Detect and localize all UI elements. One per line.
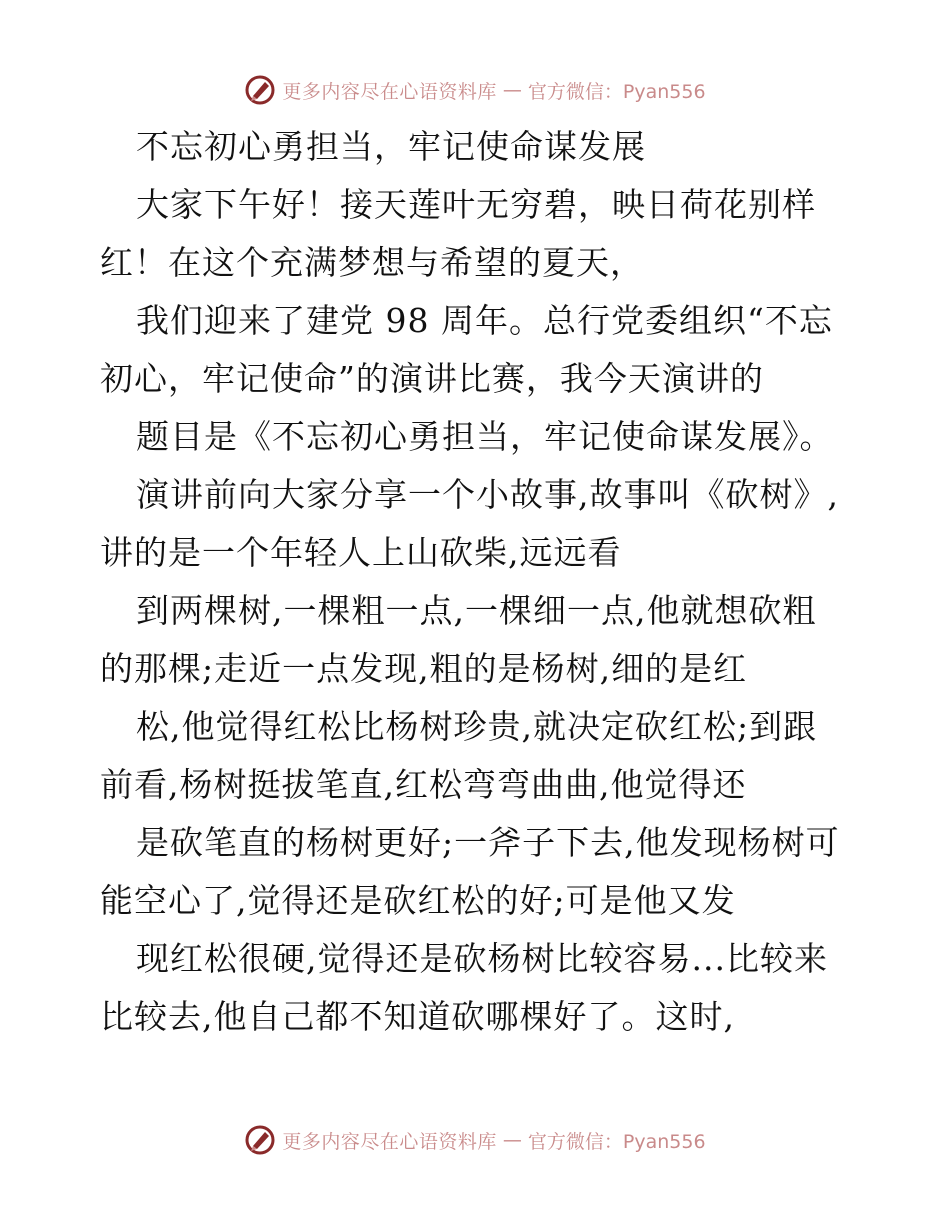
text-line: 红！在这个充满梦想与希望的夏天，	[100, 243, 644, 282]
text-line: 到两棵树,一棵粗一点,一棵细一点,他就想砍粗	[136, 591, 817, 630]
text-line: 初心，牢记使命”的演讲比赛，我今天演讲的	[100, 359, 764, 398]
text-line: 讲的是一个年轻人上山砍柴,远远看	[100, 533, 622, 572]
footer-watermark	[0, 1120, 950, 1160]
text-line: 松,他觉得红松比杨树珍贵,就决定砍红松;到跟	[136, 707, 818, 746]
pen-logo-icon	[244, 1124, 276, 1156]
watermark-separator: —	[502, 1129, 522, 1151]
text-line: 大家下午好！接天莲叶无穷碧，映日荷花别样	[136, 185, 816, 224]
watermark-wechat: 官方微信：Pyan556	[527, 1130, 706, 1153]
pen-logo-icon	[244, 74, 276, 106]
text-line: 能空心了,觉得还是砍红松的好;可是他又发	[100, 881, 736, 920]
watermark-text: 更多内容尽在心语资料库	[282, 1130, 497, 1153]
text-line: 比较去,他自己都不知道砍哪棵好了。这时,	[100, 997, 735, 1036]
text-line: 是砍笔直的杨树更好;一斧子下去,他发现杨树可	[136, 823, 840, 862]
text-line: 不忘初心勇担当，牢记使命谋发展	[136, 127, 646, 166]
text-line: 演讲前向大家分享一个小故事,故事叫《砍树》,	[136, 475, 839, 514]
watermark-separator: —	[502, 79, 522, 101]
document-body	[100, 118, 860, 1046]
text-line: 我们迎来了建党 98 周年。总行党委组织“不忘	[136, 301, 833, 340]
text-line: 现红松很硬,觉得还是砍杨树比较容易...比较来	[136, 939, 828, 978]
watermark-text: 更多内容尽在心语资料库	[282, 80, 497, 103]
header-watermark	[0, 70, 950, 110]
text-line: 的那棵;走近一点发现,粗的是杨树,细的是红	[100, 649, 748, 688]
text-line: 前看,杨树挺拔笔直,红松弯弯曲曲,他觉得还	[100, 765, 747, 804]
text-line: 题目是《不忘初心勇担当，牢记使命谋发展》。	[136, 417, 834, 456]
watermark-wechat: 官方微信：Pyan556	[527, 80, 706, 103]
